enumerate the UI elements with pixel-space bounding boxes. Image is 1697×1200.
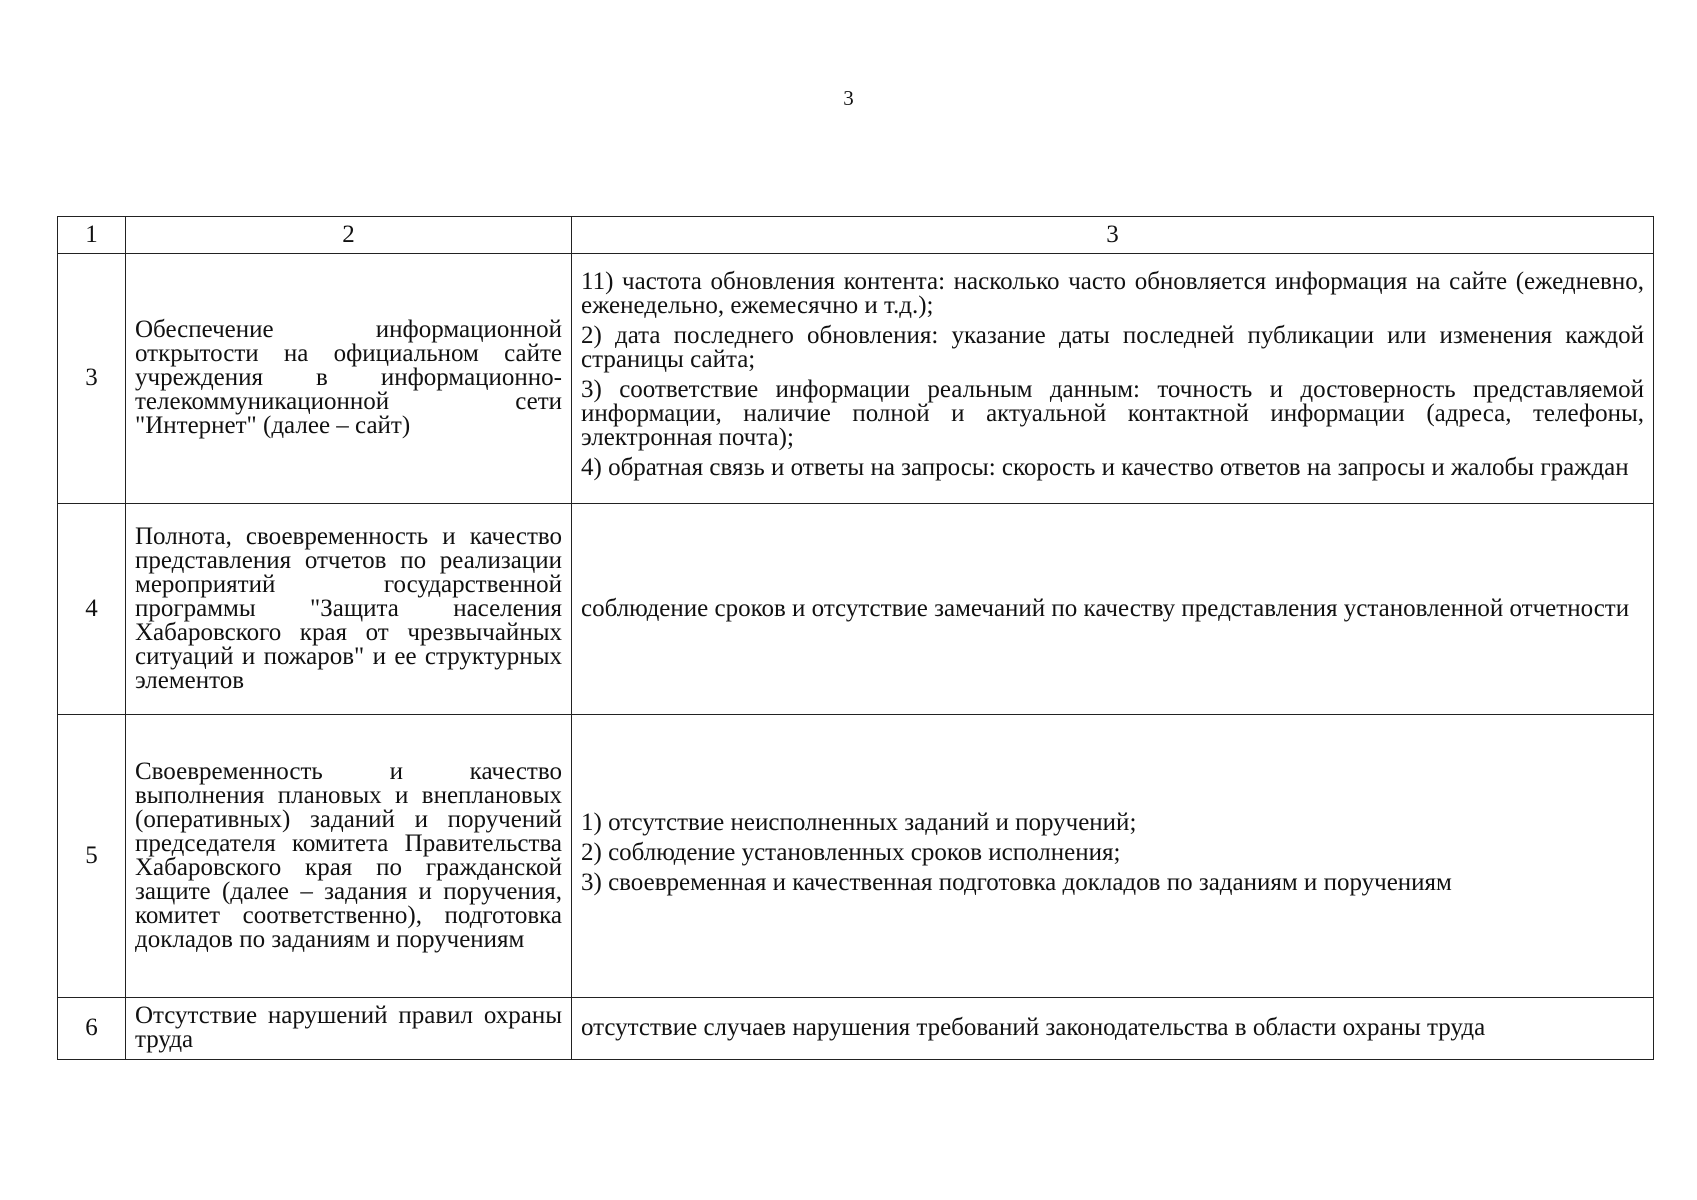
criterion-name: Своевременность и качество выполнения плановых и внеплановых (оперативных) заданий и поручений председателя комитета Правительства Хабаровского края по гражданской защите (далее – задания и поручения, комитет соответственно), подготовка докладов по заданиям и поручениям [126,715,572,998]
criterion-description [572,998,1654,1060]
row-number: 3 [58,254,126,504]
row-number: 6 [58,998,126,1060]
description-item: 2) дата последнего обновления: указание даты последней публикации или изменения каждой страницы сайта; [581,322,1644,373]
criterion-name: Полнота, своевременность и качество представления отчетов по реализации мероприятий государственной программы "Защита населения Хабаровского края от чрезвычайных ситуаций и пожаров" и ее структурных элементов [126,504,572,715]
description-item: 1) отсутствие неисполненных заданий и поручений; [581,808,1137,836]
row-number: 5 [58,715,126,998]
column-header: 2 [126,217,572,254]
criterion-description [572,504,1654,715]
description-item: 3) своевременная и качественная подготовка докладов по заданиям и поручениям [581,868,1452,896]
criterion-name: Отсутствие нарушений правил охраны труда [126,998,572,1060]
table-row [58,998,1654,1060]
description-item: 4) обратная связь и ответы на запросы: скорость и качество ответов на запросы и жалобы граждан [581,454,1629,481]
page-number: 3 [843,86,854,110]
table-row [58,504,1654,715]
column-header: 1 [58,217,126,254]
criterion-name: Обеспечение информационной открытости на официальном сайте учреждения в информационно-телекоммуникационной сети "Интернет" (далее – сайт) [126,254,572,504]
table-row [58,254,1654,504]
row-number: 4 [58,504,126,715]
table-header-row [58,217,1654,254]
description-item: соблюдение сроков и отсутствие замечаний по качеству представления установленной отчетности [581,594,1630,622]
criteria-table [57,216,1654,1060]
column-header: 3 [572,217,1654,254]
criterion-description [572,254,1654,504]
criterion-description [572,715,1654,998]
description-item: 3) соответствие информации реальным данным: точность и достоверность представляемой информации, наличие полной и актуальной контактной информации (адреса, телефоны, электронная почта); [581,376,1644,451]
description-item: 2) соблюдение установленных сроков исполнения; [581,838,1121,866]
description-item: 11) частота обновления контента: насколько часто обновляется информация на сайте (ежедневно, еженедельно, ежемесячно и т.д.); [581,268,1644,319]
table-row [58,715,1654,998]
description-item: отсутствие случаев нарушения требований законодательства в области охраны труда [581,1014,1486,1041]
